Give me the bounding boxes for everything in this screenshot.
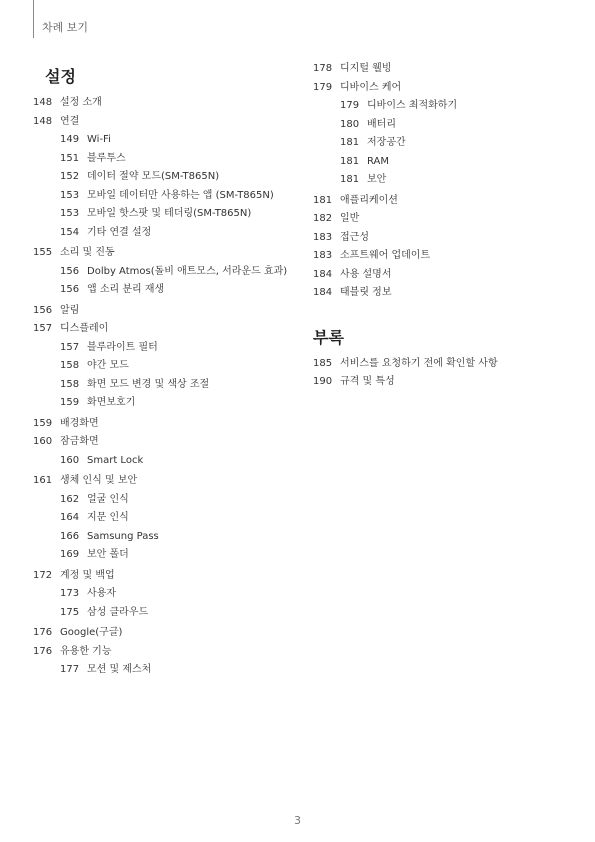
toc-entry[interactable] — [313, 192, 553, 211]
toc-entry[interactable] — [47, 509, 297, 528]
toc-entry-page: 175 — [60, 606, 80, 618]
toc-entry-page: 156 — [60, 265, 80, 277]
toc-entry-title: 소프트웨어 업데이트 — [340, 250, 431, 261]
toc-entry-page: 172 — [33, 569, 53, 581]
toc-entry-title: 블루라이트 필터 — [87, 341, 158, 353]
toc-entry[interactable] — [313, 97, 553, 116]
toc-left-column — [33, 60, 297, 680]
toc-entry-page: 148 — [33, 115, 53, 127]
toc-entry-page: 169 — [60, 549, 80, 560]
toc-entry-page: 181 — [340, 174, 360, 185]
toc-entry-title: 디바이스 케어 — [340, 81, 402, 93]
toc-entry-page: 185 — [313, 357, 333, 369]
toc-entry[interactable] — [47, 224, 297, 243]
toc-entry[interactable] — [47, 339, 297, 358]
toc-entry-page: 159 — [33, 417, 53, 429]
toc-entry[interactable] — [47, 528, 297, 547]
toc-list-appendix — [313, 355, 553, 392]
toc-entry[interactable] — [47, 661, 297, 680]
toc-entry-title: 사용자 — [87, 588, 116, 599]
toc-entry-page: 183 — [313, 231, 333, 243]
toc-entry[interactable] — [313, 134, 553, 153]
toc-entry-title: 보안 폴더 — [87, 549, 129, 560]
toc-entry-title: 설정 소개 — [60, 97, 102, 108]
toc-entry[interactable] — [47, 585, 297, 604]
toc-entry-title: 화면보호기 — [87, 397, 136, 408]
toc-entry[interactable] — [47, 491, 297, 510]
toc-entry-title: 서비스를 요청하기 전에 확인할 사항 — [340, 357, 498, 369]
toc-entry-page: 157 — [60, 341, 80, 353]
toc-entry[interactable] — [47, 604, 297, 623]
toc-entry-page: 159 — [60, 397, 80, 408]
toc-entry[interactable] — [47, 131, 297, 150]
toc-right-column — [313, 60, 553, 392]
toc-entry-page: 160 — [33, 436, 53, 447]
toc-entry-title: 보안 — [367, 174, 387, 185]
toc-entry-page: 158 — [60, 378, 80, 390]
toc-entry-page: 181 — [340, 155, 360, 167]
toc-entry-page: 179 — [313, 81, 333, 93]
toc-entry-page: 153 — [60, 189, 80, 201]
toc-entry-title: 애플리케이션 — [340, 194, 398, 206]
section-title-appendix[interactable]: 부록 — [313, 327, 344, 347]
toc-entry-title: 화면 모드 변경 및 색상 조절 — [87, 378, 210, 390]
toc-entry[interactable] — [47, 376, 297, 395]
toc-entry-page: 153 — [60, 208, 80, 219]
toc-entry[interactable] — [33, 244, 297, 263]
toc-entry-title: 지문 인식 — [87, 512, 129, 523]
header-title[interactable]: 차례 보기 — [42, 21, 89, 34]
toc-entry-page: 178 — [313, 63, 333, 74]
toc-entry[interactable] — [33, 643, 297, 662]
toc-entry[interactable] — [313, 266, 553, 285]
toc-entry-title: Samsung Pass — [87, 530, 159, 542]
toc-entry[interactable] — [33, 94, 297, 113]
toc-entry[interactable] — [47, 187, 297, 206]
toc-entry-page: 182 — [313, 213, 333, 224]
toc-entry[interactable] — [47, 357, 297, 376]
toc-entry[interactable] — [313, 116, 553, 135]
toc-entry-title: RAM — [367, 155, 390, 167]
toc-entry-title: 유용한 기능 — [60, 645, 112, 657]
toc-entry-title: 규격 및 특성 — [340, 376, 395, 387]
toc-entry-title: Google(구글) — [60, 627, 123, 638]
toc-entry-page: 177 — [60, 664, 80, 675]
toc-entry-title: Smart Lock — [87, 454, 144, 466]
toc-entry[interactable] — [313, 79, 553, 98]
toc-entry[interactable] — [313, 60, 553, 79]
toc-entry[interactable] — [313, 247, 553, 266]
header-rule — [33, 0, 34, 38]
toc-entry-page: 184 — [313, 268, 333, 280]
toc-entry-page: 180 — [340, 118, 360, 130]
toc-entry-page: 176 — [33, 627, 53, 638]
toc-entry-page: 154 — [60, 226, 80, 238]
toc-entry-title: 블루투스 — [87, 152, 126, 164]
toc-entry[interactable] — [313, 171, 553, 190]
toc-entry-title: 배터리 — [367, 118, 396, 130]
toc-entry-title: 야간 모드 — [87, 360, 129, 371]
toc-entry-page: 166 — [60, 530, 80, 542]
toc-entry-title: 삼성 클라우드 — [87, 606, 149, 618]
toc-entry[interactable] — [313, 373, 553, 392]
toc-entry-title: 모바일 데이터만 사용하는 앱 (SM-T865N) — [87, 189, 274, 201]
toc-entry-page: 183 — [313, 250, 333, 261]
toc-entry-page: 156 — [60, 284, 80, 295]
toc-entry-page: 176 — [33, 645, 53, 657]
toc-entry[interactable] — [33, 567, 297, 586]
toc-entry-title: 잠금화면 — [60, 436, 99, 447]
toc-entry[interactable] — [313, 153, 553, 172]
toc-entry-page: 157 — [33, 323, 53, 334]
toc-entry[interactable] — [33, 415, 297, 434]
toc-entry[interactable] — [47, 205, 297, 224]
toc-entry-title: 앱 소리 분리 재생 — [87, 284, 165, 295]
page-number: 3 — [294, 814, 301, 827]
toc-entry-title: 디지털 웰빙 — [340, 63, 392, 74]
toc-entry-page: 156 — [33, 304, 53, 316]
toc-entry-title: 사용 설명서 — [340, 268, 392, 280]
toc-entry[interactable] — [313, 355, 553, 374]
toc-entry-title: 디스플레이 — [60, 323, 109, 334]
toc-entry-page: 160 — [60, 454, 80, 466]
toc-entry-title: 생체 인식 및 보안 — [60, 475, 138, 486]
toc-entry-page: 149 — [60, 134, 80, 145]
toc-list-settings — [33, 94, 297, 680]
toc-entry-title: 알림 — [60, 304, 80, 316]
toc-list-settings-continued — [313, 60, 553, 303]
toc-entry-page: 151 — [60, 152, 80, 164]
toc-entry-title: 배경화면 — [60, 417, 99, 429]
toc-entry-title: 저장공간 — [367, 137, 406, 148]
toc-entry-title: 디바이스 최적화하기 — [367, 100, 458, 111]
toc-entry-page: 161 — [33, 475, 53, 486]
toc-entry-page: 184 — [313, 287, 333, 298]
toc-entry[interactable] — [313, 210, 553, 229]
toc-entry-page: 179 — [340, 100, 360, 111]
toc-entry-page: 181 — [340, 137, 360, 148]
toc-entry-title: 모바일 핫스팟 및 테더링(SM-T865N) — [87, 208, 252, 219]
toc-entry-title: 얼굴 인식 — [87, 493, 129, 505]
section-title-settings[interactable]: 설정 — [45, 67, 76, 86]
toc-entry[interactable] — [313, 284, 553, 303]
toc-entry-title: Wi-Fi — [87, 134, 111, 145]
toc-entry-page: 173 — [60, 588, 80, 599]
toc-entry-page: 148 — [33, 97, 53, 108]
toc-entry-page: 190 — [313, 376, 333, 387]
toc-entry-title: 모션 및 제스처 — [87, 664, 152, 675]
toc-entry-title: 데이터 절약 모드(SM-T865N) — [87, 171, 220, 182]
toc-entry-title: 태블릿 정보 — [340, 287, 392, 298]
toc-entry-page: 162 — [60, 493, 80, 505]
toc-entry[interactable] — [33, 113, 297, 132]
toc-entry-title: 접근성 — [340, 231, 369, 243]
toc-entry-title: 일반 — [340, 213, 360, 224]
toc-entry-page: 155 — [33, 247, 53, 258]
section-spacer — [313, 303, 553, 321]
toc-entry-title: 기타 연결 설정 — [87, 226, 152, 238]
toc-entry-title: Dolby Atmos(돌비 애트모스, 서라운드 효과) — [87, 265, 288, 277]
toc-entry-title: 계정 및 백업 — [60, 569, 115, 581]
toc-entry-page: 181 — [313, 194, 333, 206]
toc-entry[interactable] — [33, 433, 297, 452]
toc-entry-title: 연결 — [60, 115, 80, 127]
toc-entry-page: 158 — [60, 360, 80, 371]
toc-entry[interactable] — [47, 263, 297, 282]
toc-entry[interactable] — [47, 394, 297, 413]
toc-entry[interactable] — [33, 472, 297, 491]
toc-entry[interactable] — [47, 168, 297, 187]
toc-entry-title: 소리 및 진동 — [60, 247, 115, 258]
toc-entry-page: 164 — [60, 512, 80, 523]
toc-entry[interactable] — [47, 546, 297, 565]
toc-entry[interactable] — [47, 150, 297, 169]
toc-entry[interactable] — [33, 302, 297, 321]
toc-entry-page: 152 — [60, 171, 80, 182]
toc-entry[interactable] — [33, 624, 297, 643]
toc-entry[interactable] — [47, 452, 297, 471]
toc-entry[interactable] — [47, 281, 297, 300]
toc-entry[interactable] — [33, 320, 297, 339]
toc-entry[interactable] — [313, 229, 553, 248]
